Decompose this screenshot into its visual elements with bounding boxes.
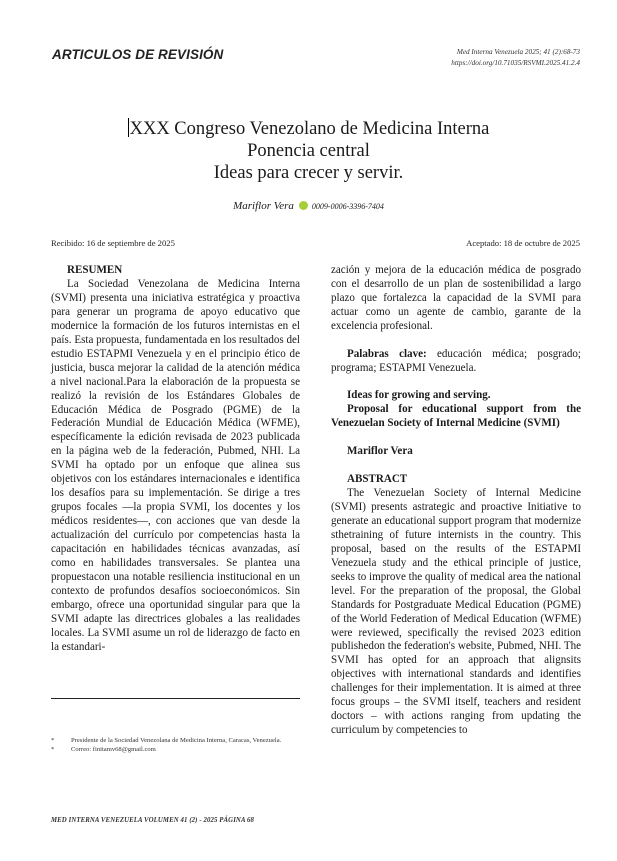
author-name: Mariflor Vera	[233, 200, 294, 212]
orcid-id[interactable]: 0009-0006-3396-7404	[311, 202, 384, 211]
title-line-3: Ideas para crecer y servir.	[213, 163, 404, 183]
keywords-value: educación médica; posgrado; programa; ESTAPMI Venezuela.	[331, 347, 581, 374]
left-column	[51, 264, 300, 655]
footnote-bullet: *	[51, 737, 55, 744]
resumen-body: La Sociedad Venezolana de Medicina Interna (SVMI) presenta una iniciativa estratégica y proactiva para generar un programa de apoyo educativo que modernice la formación de los futuros internistas en el país. Esta propuesta, fundamentada en los resultados del estudio ESTAPMI Venezuela y en el principio ético de justicia, busca mejorar la calidad de la atención médica a nivel nacional.Para la elaboración de la propuesta se realizó la revisión de los Estándares Globales de Educación Médica de Posgrado (PGME) de la Federación Mundial de Educación Médica (WFME), específicamente la edición revisada de 2023 publicada en la página web de la federación, Pubmed, NHI. La SVMI ha optado por un enfoque que alinea sus objetivos con los estándares internacionales e identifica los desafíos para su implementación. Se dirige a tres grupos focales —la propia SVMI, los docentes y los médicos residentes—, con acciones que van desde la actualización del currículo por competencias hasta la capacitación en habilidades técnicas avanzadas, así como en habilidades transversales. Se plantea una propuestacon una notable resiliencia institucional en un contexto de profundos desafíos socioeconómicos. Sin embargo, ofrece una oportunidad singular para que la SVMI adapte las directrices globales a las realidades locales. La SVMI asume un rol de liderazgo de facto en la estandari-	[51, 277, 300, 653]
footnote-affiliation	[51, 736, 300, 745]
footnote-text[interactable]: Correo: finitamv68@gmail.com	[71, 746, 156, 753]
received-date: Recibido: 16 de septiembre de 2025	[51, 238, 175, 248]
footnote-text: Presidente de la Sociedad Venezolana de Medicina Interna, Caracas, Venezuela.	[71, 737, 282, 744]
footnote-email	[51, 745, 300, 754]
doi-link[interactable]: https://doi.org/10.71035/RSVMI.2025.41.2.4	[451, 58, 580, 67]
orcid-icon[interactable]	[299, 201, 308, 210]
english-title-line-2: Proposal for educational support from the Venezuelan Society of Internal Medicine (SVMI)	[331, 403, 581, 430]
keywords	[331, 348, 581, 376]
author-line	[0, 200, 617, 212]
journal-citation	[451, 47, 580, 68]
abstract-body: The Venezuelan Society of Internal Medicine (SVMI) presents astrategic and proactive Initiative to generate an educational support program that modernize sthetraining of future internists in the country. This proposal, based on the results of the ESTAPMI Venezuela study and the ethical principle of justice, seeks to improve the quality of medical area the national level. For the preparation of the proposal, the Global Standards for Postgraduate Medical Education (PGME) of the World Federation of Medical Education (WFME) were reviewed, specifically the revised 2023 edition publishedon the federation's website, Pubmed, NHI. The SVMI has opted for an approach that alignsits objectives with international standards and identifies challenges for their implementation. It is aimed at three focus groups – the SVMI itself, teachers and resident doctors – with actions ranging from updating the curriculum by competencies to	[331, 487, 582, 737]
section-label: ARTICULOS DE REVISIÓN	[52, 47, 224, 62]
footnote-bullet: *	[51, 746, 55, 753]
title-line-1: XXX Congreso Venezolano de Medicina Interna	[129, 119, 490, 139]
resumen-continuation: zación y mejora de la educación médica de posgrado con el desarrollo de un plan de sostenibilidad a largo plazo que fortalezca la capacidad de la SVMI para actuar como un agente de cambio, garante de la excelencia profesional.	[331, 264, 581, 332]
footnote-divider	[51, 698, 300, 699]
resumen-heading: RESUMEN	[67, 264, 123, 276]
citation-reference: Med Interna Venezuela 2025; 41 (2):68-73	[456, 48, 580, 56]
article-dates	[51, 238, 580, 248]
footnotes	[51, 736, 300, 754]
page-footer: MED INTERNA VENEZUELA VOLUMEN 41 (2) - 2025 PÁGINA 68	[51, 817, 254, 824]
english-title-line-1: Ideas for growing and serving.	[347, 389, 491, 402]
english-author: Mariflor Vera	[347, 445, 413, 458]
text-cursor	[128, 118, 129, 137]
article-title	[0, 118, 617, 184]
accepted-date: Aceptado: 18 de octubre de 2025	[466, 238, 580, 248]
keywords-label: Palabras clave:	[347, 347, 427, 360]
right-column	[331, 264, 581, 738]
title-line-2: Ponencia central	[247, 141, 370, 161]
abstract-heading: ABSTRACT	[347, 473, 408, 486]
